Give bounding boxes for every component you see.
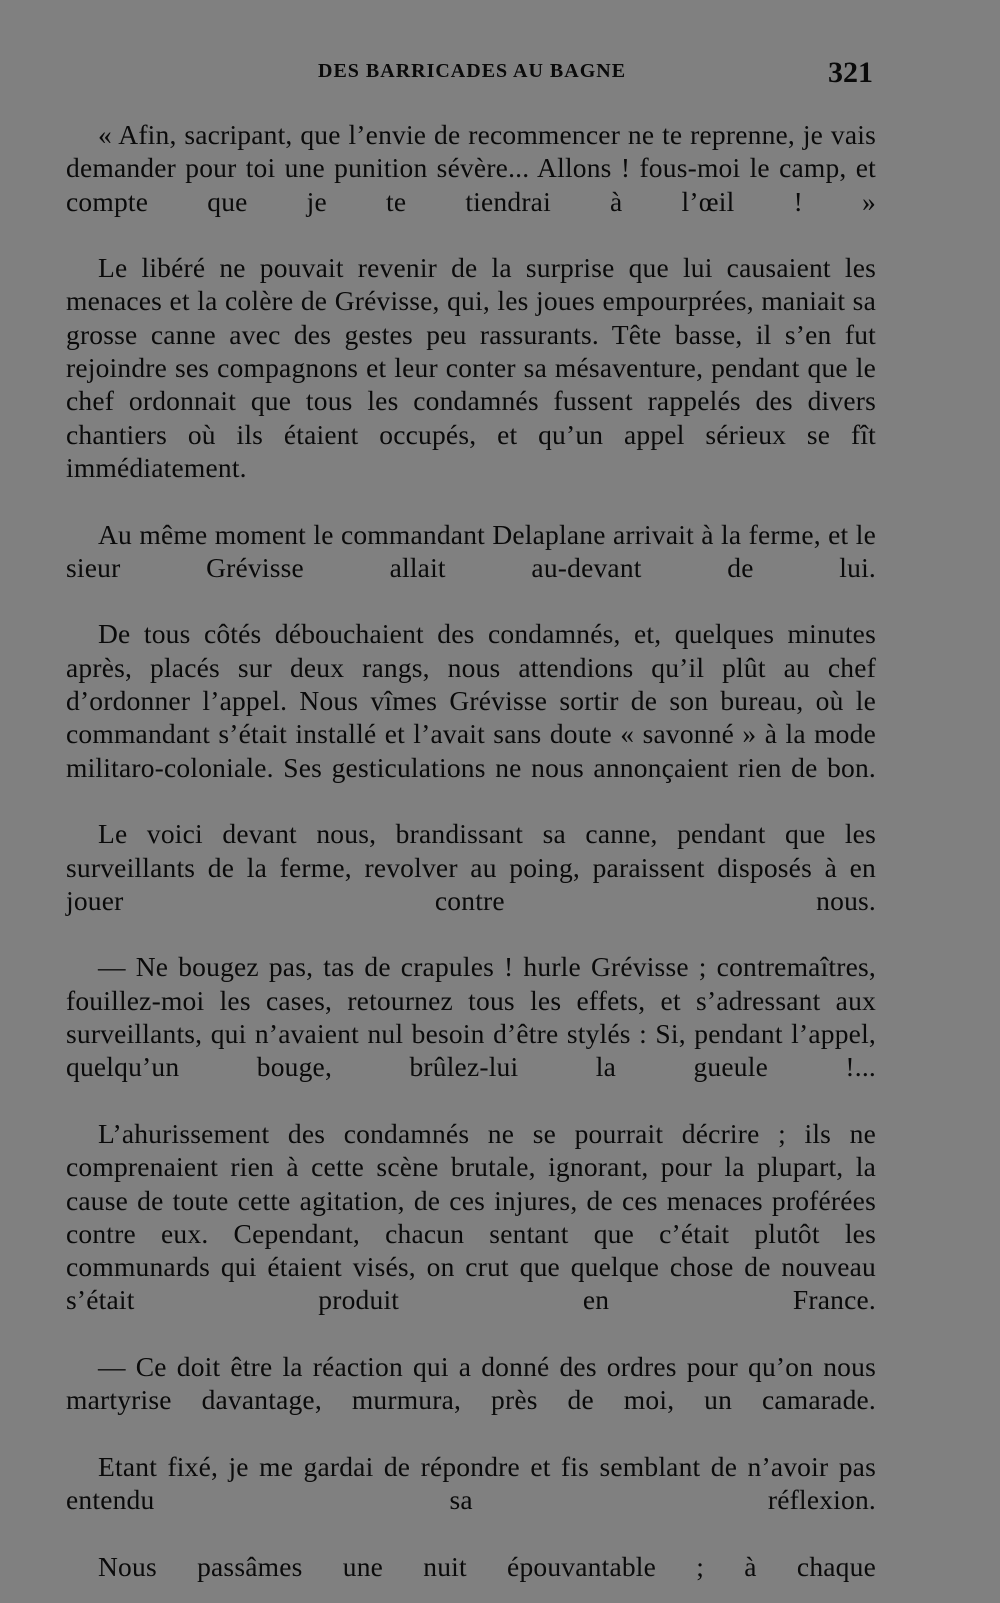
page-number: 321 — [828, 56, 873, 89]
paragraph: — Ne bougez pas, tas de crapules ! hurle Grévisse ; contremaîtres, fouillez-moi les cases, retournez tous les effets, et s’adressant aux surveillants, qui n’avaient nul besoin d’être stylés : Si, pendant l’appel, quelqu’un bouge, brûlez-lui la gueule !... — [66, 951, 876, 1083]
paragraph: Au même moment le commandant Delaplane arrivait à la ferme, et le sieur Grévisse allait au-devant de lui. — [66, 518, 876, 583]
paragraph: Etant fixé, je me gardai de répondre et fis semblant de n’avoir pas entendu sa réflexion. — [66, 1450, 876, 1516]
paragraph: L’ahurissement des condamnés ne se pourrait décrire ; ils ne comprenaient rien à cette scène brutale, ignorant, pour la plupart, la cause de toute cette agitation, de ces injures, de ces menaces proférées contre eux. Cependant, chacun sentant que c’était plutôt les communards qui étaient visés, on crut que quelque chose de nouveau s’était produit en France. — [66, 1117, 876, 1316]
paragraph: De tous côtés débouchaient des condamnés, et, quelques minutes après, placés sur deux rangs, nous attendions qu’il plût au chef d’ordonner l’appel. Nous vîmes Grévisse sortir de son bureau, où le commandant s’était installé et l’avait sans doute « savonné » à la mode militaro-coloniale. Ses gesticulations ne nous annonçaient rien de bon. — [66, 618, 876, 783]
running-head — [0, 56, 1000, 92]
paragraph: Le voici devant nous, brandissant sa canne, pendant que les surveillants de la ferme, revolver au poing, paraissent disposés à en jouer contre nous. — [66, 818, 876, 916]
body-text — [66, 118, 876, 1603]
running-title: DES BARRICADES AU BAGNE — [318, 60, 627, 82]
paragraph: — Ce doit être la réaction qui a donné des ordres pour qu’on nous martyrise davantage, murmura, près de moi, un camarade. — [66, 1350, 876, 1416]
paragraph: « Afin, sacripant, que l’envie de recommencer ne te reprenne, je vais demander pour toi une punition sévère... Allons ! fous-moi le camp, et compte que je te tiendrai à l’œil ! » — [66, 119, 876, 217]
paragraph: Le libéré ne pouvait revenir de la surprise que lui causaient les menaces et la colère de Grévisse, qui, les joues empourprées, maniait sa grosse canne avec des gestes peu rassurants. Tête basse, il s’en fut rejoindre ses compagnons et leur conter sa mésaventure, pendant que le chef ordonnait que tous les condamnés fussent rappelés des divers chantiers où ils étaient occupés, et qu’un appel sérieux se fît immédiatement. — [66, 252, 876, 483]
paragraph: Nous passâmes une nuit épouvantable ; à chaque — [98, 1550, 876, 1582]
